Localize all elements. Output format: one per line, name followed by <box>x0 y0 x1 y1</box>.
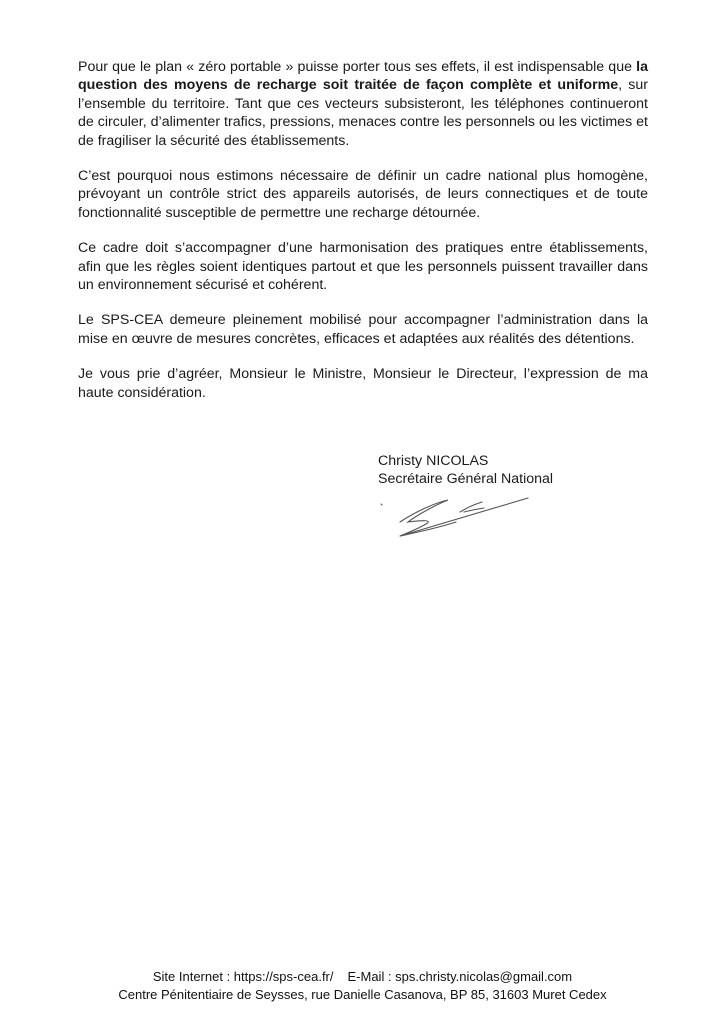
footer-address: Centre Pénitentiaire de Seysses, rue Danielle Casanova, BP 85, 31603 Muret Cedex <box>118 987 607 1002</box>
paragraph-1 <box>78 58 648 150</box>
paragraph-4 <box>78 311 648 348</box>
signature-block <box>378 452 553 489</box>
paragraph-2 <box>78 167 648 222</box>
footer-email: E-Mail : sps.christy.nicolas@gmail.com <box>347 969 573 984</box>
footer <box>0 968 725 1004</box>
letter-body <box>78 58 648 419</box>
paragraph-4-text: Le SPS-CEA demeure pleinement mobilisé pour accompagner l’administration dans la mise en œuvre de mesures concrètes, efficaces et adaptées aux réalités des détentions. <box>78 312 648 347</box>
paragraph-3 <box>78 239 648 294</box>
paragraph-2-text: C’est pourquoi nous estimons nécessaire de définir un cadre national plus homogène, prévoyant un contrôle strict des appareils autorisés, de leurs connectiques et de toute fonctionnalité susceptible de permettre une recharge détournée. <box>78 168 648 221</box>
paragraph-1-text-b: , sur l’ensemble du territoire. Tant que ces vecteurs subsisteront, les téléphones continueront de circuler, d’alimenter trafics, pressions, menaces contre les personnels ou les victimes et de fragiliser la sécurité des établissements. <box>78 77 648 149</box>
signatory-title: Secrétaire Général National <box>378 471 554 488</box>
footer-website: Site Internet : https://sps-cea.fr/ <box>152 969 334 984</box>
signatory-name: Christy NICOLAS <box>378 453 489 469</box>
paragraph-1-text-a: Pour que le plan « zéro portable » puisse porter tous ses effets, il est indispensable que <box>78 59 637 75</box>
closing-paragraph <box>78 365 648 402</box>
footer-contact-line <box>0 968 725 986</box>
handwritten-signature <box>378 490 538 550</box>
paragraph-3-text: Ce cadre doit s’accompagner d’une harmonisation des pratiques entre établissements, afin que les règles soient identiques partout et que les personnels puissent travailler dans un environnement sécurisé et cohérent. <box>78 240 648 294</box>
closing-text: Je vous prie d’agréer, Monsieur le Ministre, Monsieur le Directeur, l’expression de ma haute considération. <box>78 366 648 401</box>
paragraph-1-bold-text: la question des moyens de recharge soit traitée de façon complète et uniforme <box>78 59 648 94</box>
